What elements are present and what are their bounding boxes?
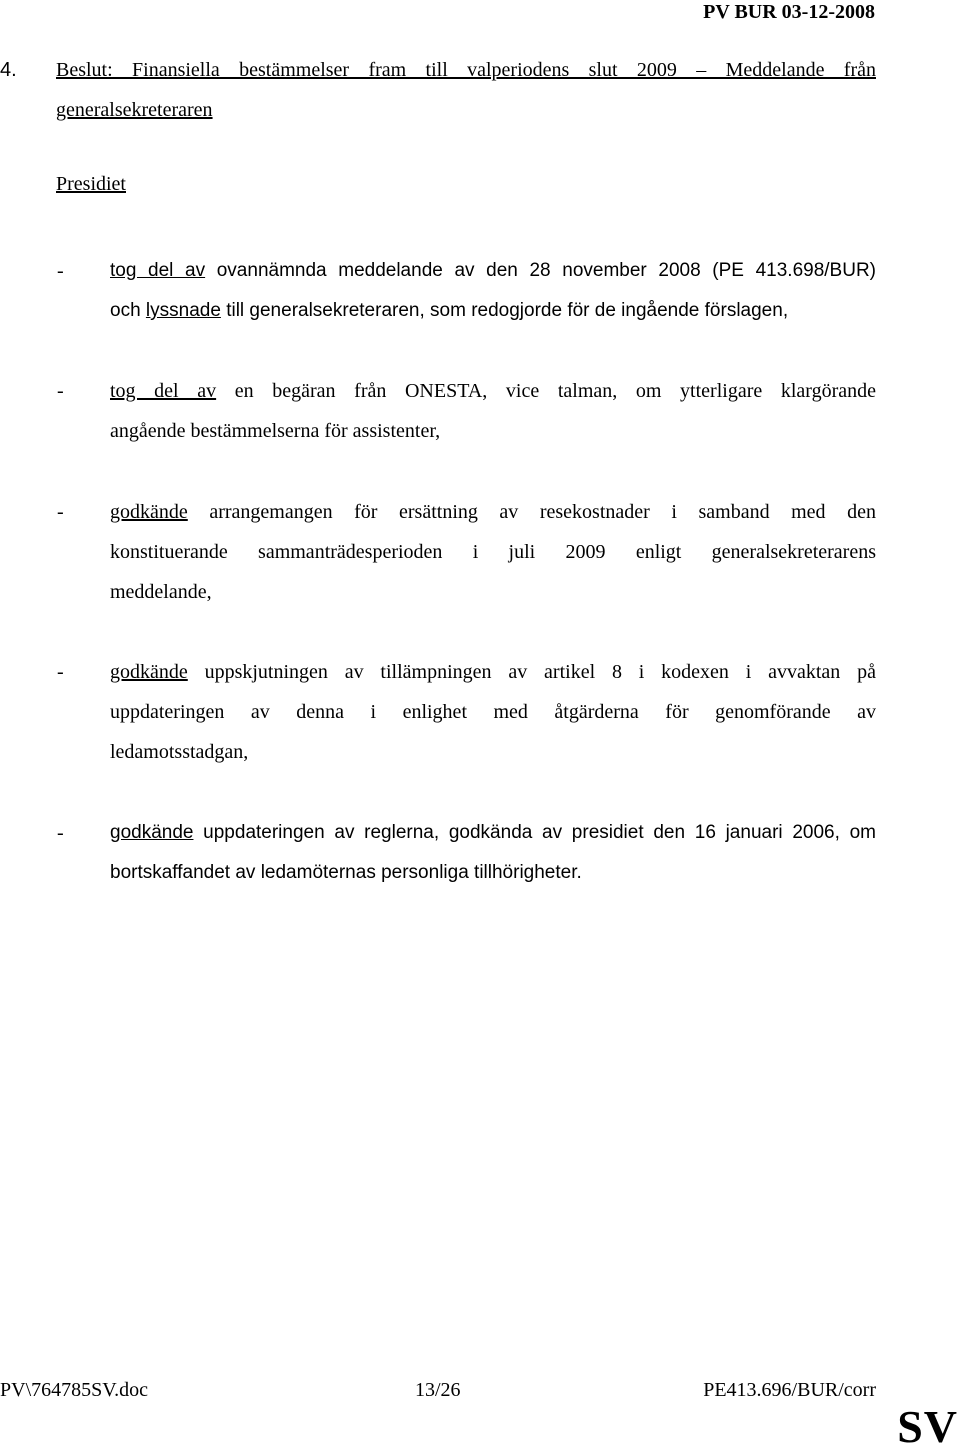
decision-item-text: [110, 492, 876, 612]
decision-line-rest: ovannämnda meddelande av den 28 november 2008 (PE 413.698/BUR): [205, 260, 876, 281]
underlined-verb: tog del av: [110, 260, 206, 281]
footer-pe-reference: PE413.696/BUR/corr: [703, 1379, 876, 1401]
decision-line-rest: uppskjutningen av tillämpningen av artikel 8 i kodexen i avvaktan på: [187, 661, 876, 683]
decision-line-prefix: och: [110, 300, 146, 321]
decision-line-rest: arrangemangen för ersättning av resekostnader i samband med den: [187, 501, 876, 523]
page-reference-header: PV BUR 03-12-2008: [703, 1, 875, 23]
underlined-verb: godkände: [110, 661, 188, 683]
agenda-item-title: [56, 50, 876, 130]
footer-document-reference: PV\764785SV.doc: [0, 1379, 148, 1401]
decision-line: [110, 492, 876, 532]
agenda-title-line-1: Beslut: Finansiella bestämmelser fram till valperiodens slut 2009 – Meddelande från: [56, 59, 876, 81]
list-dash: -: [57, 501, 64, 523]
agenda-item-number: 4.: [0, 59, 17, 81]
decision-item-text: [110, 652, 876, 772]
footer-page-number: 13/26: [415, 1379, 461, 1401]
underlined-verb: godkände: [110, 822, 194, 843]
decision-line: [110, 291, 876, 331]
decision-line: ledamotsstadgan,: [110, 741, 249, 763]
agenda-title-line-2: generalsekreteraren: [56, 99, 213, 121]
decision-line: [110, 251, 876, 291]
decision-item-text: [110, 371, 876, 451]
decision-line: [110, 652, 876, 692]
decision-line: angående bestämmelserna för assistenter,: [110, 420, 441, 442]
decision-line: uppdateringen av denna i enlighet med åtgärderna för genomförande av: [110, 701, 876, 723]
decision-item-text: [110, 251, 876, 331]
decision-line-rest: uppdateringen av reglerna, godkända av presidiet den 16 januari 2006, om: [193, 822, 876, 843]
section-label-presidiet: Presidiet: [56, 173, 126, 195]
decision-line: [110, 371, 876, 411]
decision-line: [110, 813, 876, 853]
decision-line: bortskaffandet av ledamöternas personliga tillhörigheter.: [110, 862, 582, 883]
decision-line: meddelande,: [110, 581, 212, 603]
decision-line: konstituerande sammanträdesperioden i juli 2009 enligt generalsekreterarens: [110, 541, 876, 563]
decision-line-rest: en begäran från ONESTA, vice talman, om ytterligare klargörande: [216, 380, 877, 402]
decision-item-text: [110, 813, 876, 893]
underlined-verb: lyssnade: [145, 300, 221, 321]
list-dash: -: [57, 822, 64, 844]
underlined-verb: godkände: [110, 501, 188, 523]
list-dash: -: [57, 380, 64, 402]
language-code-mark: SV: [897, 1401, 958, 1452]
list-dash: -: [57, 661, 64, 683]
decision-line-rest: till generalsekreteraren, som redogjorde för de ingående förslagen,: [220, 300, 789, 321]
underlined-verb: tog del av: [110, 380, 217, 402]
list-dash: -: [57, 260, 64, 282]
